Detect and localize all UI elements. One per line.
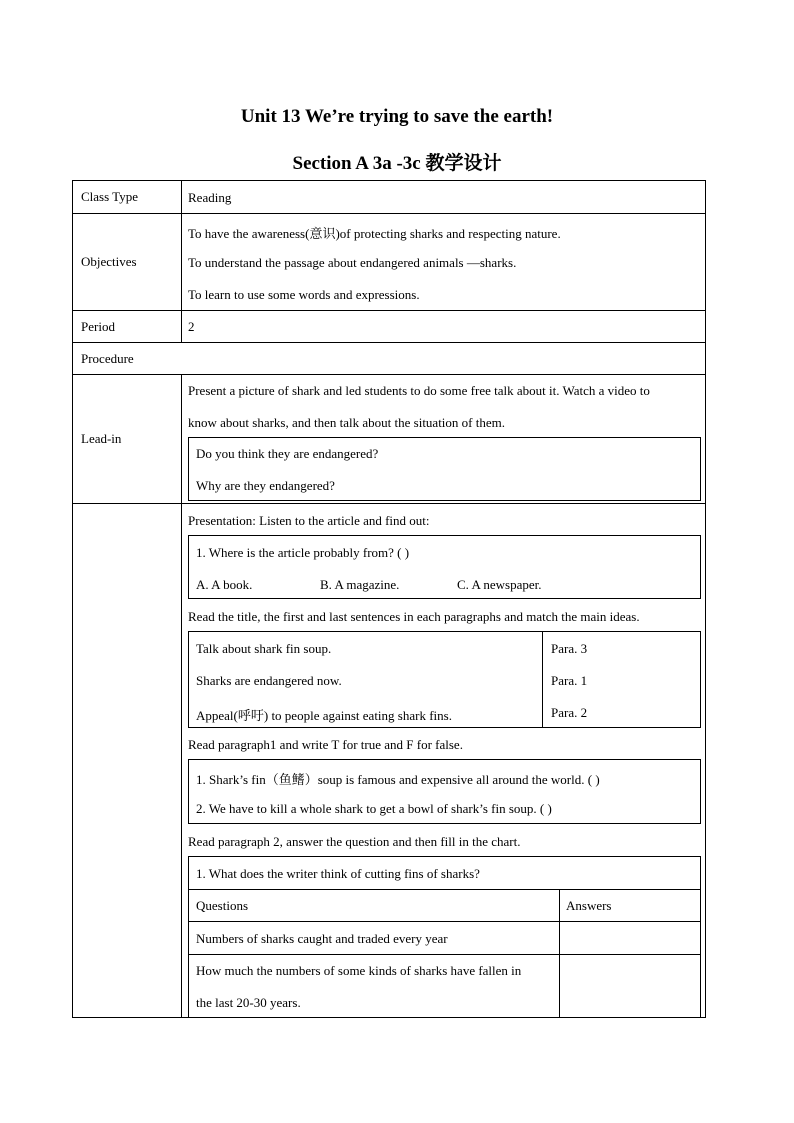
option-b: B. A magazine.: [320, 577, 400, 592]
true-false-box: [188, 759, 701, 824]
chart-row-question-continued: the last 20-30 years.: [196, 995, 301, 1010]
period-value: 2: [188, 319, 195, 334]
objective-item: To understand the passage about endangered animals —sharks.: [188, 255, 517, 270]
match-para: Para. 1: [551, 673, 588, 688]
true-false-instruction: Read paragraph1 and write T for true and F for false.: [188, 737, 463, 752]
match-table: [188, 631, 701, 728]
chart-header-questions: Questions: [196, 898, 248, 913]
class-type-row: [73, 181, 705, 214]
match-idea: Talk about shark fin soup.: [196, 641, 332, 656]
presentation-label-cell: [73, 504, 182, 1017]
lead-in-text: know about sharks, and then talk about the situation of them.: [188, 415, 505, 430]
objective-item: To learn to use some words and expressions.: [188, 287, 420, 302]
lead-in-question-box: [188, 437, 701, 501]
lesson-plan-table: [72, 180, 706, 1018]
lead-in-question: Do you think they are endangered?: [196, 446, 379, 461]
option-a: A. A book.: [196, 577, 253, 592]
chart-row-question: How much the numbers of some kinds of sharks have fallen in: [196, 963, 522, 978]
lead-in-text: Present a picture of shark and led students to do some free talk about it. Watch a video to: [188, 383, 650, 398]
chart-header-answers: Answers: [566, 898, 612, 913]
true-false-statement: 2. We have to kill a whole shark to get a bowl of shark’s fin soup. ( ): [196, 801, 552, 816]
match-para: Para. 2: [551, 705, 588, 720]
match-idea: Sharks are endangered now.: [196, 673, 342, 688]
objectives-label: Objectives: [73, 214, 182, 310]
listening-question-box: [188, 535, 701, 599]
match-idea: Appeal(呼吁) to people against eating shark fins.: [196, 708, 452, 723]
objectives-row: [73, 214, 705, 311]
objective-item: To have the awareness(意识)of protecting sharks and respecting nature.: [188, 226, 561, 241]
presentation-row: [73, 504, 705, 1017]
answer-chart: [188, 856, 701, 1018]
class-type-value: Reading: [188, 190, 232, 205]
presentation-intro: Presentation: Listen to the article and find out:: [188, 513, 430, 528]
lead-in-label: Lead-in: [73, 375, 182, 503]
period-label: Period: [73, 311, 182, 342]
procedure-row: [73, 343, 705, 375]
document-subtitle: Section A 3a -3c 教学设计: [292, 153, 502, 174]
chart-instruction: Read paragraph 2, answer the question and then fill in the chart.: [188, 834, 521, 849]
class-type-label: Class Type: [73, 181, 182, 213]
period-row: [73, 311, 705, 343]
chart-question: 1. What does the writer think of cutting fins of sharks?: [196, 866, 480, 881]
lead-in-question: Why are they endangered?: [196, 478, 335, 493]
procedure-label: Procedure: [81, 351, 134, 366]
option-c: C. A newspaper.: [457, 577, 542, 592]
true-false-statement: 1. Shark’s fin（鱼鳍）soup is famous and expensive all around the world. ( ): [196, 772, 600, 787]
chart-row-question: Numbers of sharks caught and traded every year: [196, 931, 448, 946]
listening-question: 1. Where is the article probably from? ( ): [196, 545, 410, 560]
match-instruction: Read the title, the first and last sentences in each paragraphs and match the main ideas.: [188, 609, 640, 624]
match-para: Para. 3: [551, 641, 588, 656]
document-title: Unit 13 We’re trying to save the earth!: [240, 106, 554, 127]
lead-in-row: [73, 375, 705, 504]
